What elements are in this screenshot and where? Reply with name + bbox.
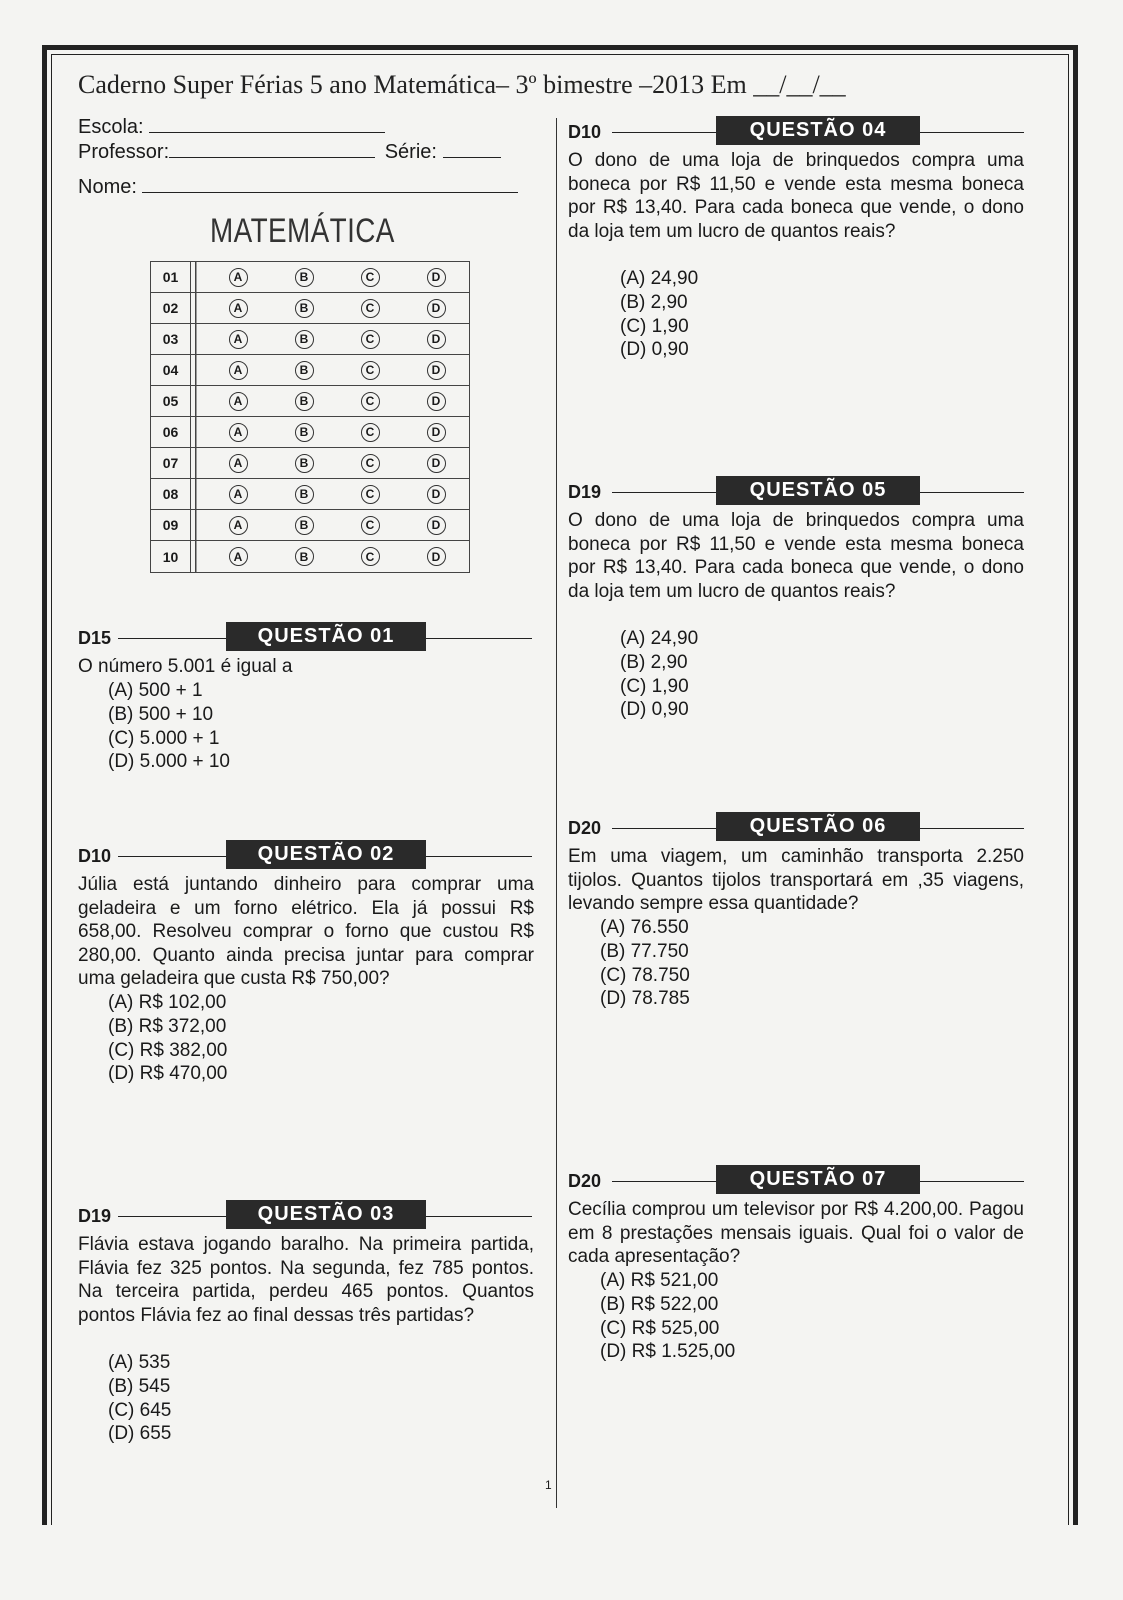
answer-option[interactable]: (D) 5.000 + 10 — [108, 751, 230, 773]
teacher-blank[interactable] — [169, 141, 375, 158]
answer-option[interactable]: (A) R$ 521,00 — [600, 1270, 719, 1291]
answer-row-number: 09 — [151, 510, 191, 540]
answer-bubble-c[interactable]: C — [361, 392, 380, 411]
answer-bubble-a[interactable]: A — [229, 423, 248, 442]
answer-row — [151, 479, 469, 510]
answer-options — [620, 267, 698, 362]
answer-grid — [150, 261, 470, 573]
header-rule — [612, 132, 716, 133]
answer-bubble-b[interactable]: B — [295, 361, 314, 380]
answer-bubble-a[interactable]: A — [229, 299, 248, 318]
question-text: Júlia está juntando dinheiro para comprar uma geladeira e um forno elétrico. Ela já possui R$ 658,00. Resolveu comprar o forno que custou R$ 280,00. Quanto ainda precisa juntar para comprar uma geladeira que custa R$ 750,00? — [78, 874, 534, 989]
header-rule — [612, 828, 716, 829]
header-rule — [920, 1181, 1024, 1182]
header-rule — [426, 638, 532, 639]
answer-bubble-b[interactable]: B — [295, 330, 314, 349]
answer-bubble-c[interactable]: C — [361, 268, 380, 287]
answer-options — [108, 679, 230, 774]
column-divider — [556, 118, 557, 1508]
question-label-badge: QUESTÃO 02 — [226, 840, 426, 869]
descriptor-code: D10 — [568, 122, 602, 142]
answer-row-number: 07 — [151, 448, 191, 478]
answer-option[interactable]: (C) R$ 382,00 — [108, 1039, 228, 1061]
answer-option[interactable]: (A) 76.550 — [600, 917, 689, 938]
answer-option[interactable]: (B) R$ 372,00 — [108, 1015, 227, 1037]
answer-bubble-b[interactable]: B — [295, 547, 314, 566]
descriptor-code: D20 — [568, 818, 602, 838]
answer-bubble-d[interactable]: D — [427, 268, 446, 287]
answer-row — [151, 510, 469, 541]
header-rule — [426, 1216, 532, 1217]
answer-bubble-c[interactable]: C — [361, 454, 380, 473]
question-text: Cecília comprou um televisor por R$ 4.200,00. Pagou em 8 prestações mensais iguais. Qual foi o valor de cada apresentação? — [568, 1199, 1024, 1267]
answer-row-number: 04 — [151, 355, 191, 385]
answer-bubble-b[interactable]: B — [295, 299, 314, 318]
answer-row — [151, 355, 469, 386]
answer-option[interactable]: (D) 655 — [108, 1423, 172, 1445]
answer-row-number: 03 — [151, 324, 191, 354]
answer-bubble-a[interactable]: A — [229, 454, 248, 473]
answer-option[interactable]: (D) R$ 470,00 — [108, 1063, 228, 1085]
answer-option[interactable]: (D) R$ 1.525,00 — [600, 1341, 736, 1363]
answer-bubble-c[interactable]: C — [361, 330, 380, 349]
answer-bubble-c[interactable]: C — [361, 547, 380, 566]
header-rule — [920, 132, 1024, 133]
question-text: Flávia estava jogando baralho. Na primeira partida, Flávia fez 325 pontos. Na segunda, fez 785 pontos. Na terceira partida, perdeu 465 pontos. Quantos pontos Flávia fez ao final dessas três partidas? — [78, 1234, 534, 1326]
answer-row — [151, 262, 469, 293]
answer-row — [151, 448, 469, 479]
question-label-badge: QUESTÃO 07 — [716, 1165, 920, 1194]
answer-option[interactable]: (A) 500 + 1 — [108, 680, 203, 701]
answer-bubble-a[interactable]: A — [229, 330, 248, 349]
question-label-badge: QUESTÃO 04 — [716, 116, 920, 145]
answer-bubble-d[interactable]: D — [427, 423, 446, 442]
answer-bubble-a[interactable]: A — [229, 268, 248, 287]
answer-row-number: 06 — [151, 417, 191, 447]
answer-bubble-c[interactable]: C — [361, 485, 380, 504]
answer-option[interactable]: (B) 545 — [108, 1375, 171, 1397]
name-label: Nome: — [78, 176, 137, 198]
answer-option[interactable]: (B) R$ 522,00 — [600, 1293, 719, 1315]
answer-row — [151, 417, 469, 448]
answer-option[interactable]: (C) 645 — [108, 1399, 172, 1421]
question-label-badge: QUESTÃO 03 — [226, 1200, 426, 1229]
answer-bubble-c[interactable]: C — [361, 423, 380, 442]
answer-row — [151, 293, 469, 324]
answer-bubble-a[interactable]: A — [229, 485, 248, 504]
answer-options — [620, 627, 698, 722]
answer-bubble-c[interactable]: C — [361, 361, 380, 380]
answer-option[interactable]: (B) 2,90 — [620, 291, 688, 313]
answer-bubble-b[interactable]: B — [295, 516, 314, 535]
header-rule — [426, 856, 532, 857]
answer-bubble-b[interactable]: B — [295, 485, 314, 504]
question-text: O dono de uma loja de brinquedos compra uma boneca por R$ 11,50 e vende esta mesma boneca por R$ 13,40. Para cada boneca que vende, o dono da loja tem um lucro de quantos reais? — [568, 510, 1024, 602]
answer-bubble-d[interactable]: D — [427, 299, 446, 318]
descriptor-code: D10 — [78, 846, 112, 866]
header-rule — [920, 492, 1024, 493]
teacher-label: Professor: — [78, 141, 170, 163]
answer-option[interactable]: (D) 0,90 — [620, 339, 689, 361]
answer-option[interactable]: (D) 0,90 — [620, 699, 689, 721]
answer-bubble-a[interactable]: A — [229, 547, 248, 566]
answer-option[interactable]: (C) 5.000 + 1 — [108, 727, 220, 749]
answer-row — [151, 386, 469, 417]
answer-row-number: 10 — [151, 541, 191, 572]
header-rule — [612, 1181, 716, 1182]
answer-bubble-c[interactable]: C — [361, 299, 380, 318]
answer-bubble-a[interactable]: A — [229, 392, 248, 411]
answer-bubble-a[interactable]: A — [229, 516, 248, 535]
answer-bubble-b[interactable]: B — [295, 268, 314, 287]
grade-label: Série: — [384, 141, 437, 163]
school-blank[interactable] — [149, 116, 385, 133]
answer-bubble-c[interactable]: C — [361, 516, 380, 535]
answer-bubble-d[interactable]: D — [427, 516, 446, 535]
answer-options — [108, 991, 227, 1086]
answer-bubble-a[interactable]: A — [229, 361, 248, 380]
answer-row-number: 02 — [151, 293, 191, 323]
question-label-badge: QUESTÃO 05 — [716, 476, 920, 505]
header-rule — [920, 828, 1024, 829]
question-text: O dono de uma loja de brinquedos compra uma boneca por R$ 11,50 e vende esta mesma boneca por R$ 13,40. Para cada boneca que vende, o dono da loja tem um lucro de quantos reais? — [568, 150, 1024, 242]
answer-bubble-d[interactable]: D — [427, 547, 446, 566]
answer-options — [108, 1351, 171, 1446]
descriptor-code: D15 — [78, 628, 112, 648]
grade-blank[interactable] — [443, 141, 501, 158]
question-label-badge: QUESTÃO 06 — [716, 812, 920, 841]
descriptor-code: D19 — [78, 1206, 112, 1226]
answer-bubble-d[interactable]: D — [427, 454, 446, 473]
answer-option[interactable]: (C) R$ 525,00 — [600, 1317, 720, 1339]
answer-option[interactable]: (D) 78.785 — [600, 988, 690, 1010]
answer-option[interactable]: (C) 78.750 — [600, 964, 690, 986]
question-text: O número 5.001 é igual a — [78, 656, 293, 677]
answer-bubble-b[interactable]: B — [295, 454, 314, 473]
answer-option[interactable]: (B) 500 + 10 — [108, 703, 214, 725]
answer-row-number: 08 — [151, 479, 191, 509]
school-label: Escola: — [78, 116, 144, 138]
question-label-badge: QUESTÃO 01 — [226, 622, 426, 651]
answer-option[interactable]: (A) R$ 102,00 — [108, 992, 227, 1013]
answer-bubble-d[interactable]: D — [427, 330, 446, 349]
answer-bubble-d[interactable]: D — [427, 361, 446, 380]
answer-option[interactable]: (B) 2,90 — [620, 651, 688, 673]
answer-bubble-b[interactable]: B — [295, 392, 314, 411]
answer-option[interactable]: (C) 1,90 — [620, 675, 689, 697]
answer-row — [151, 541, 469, 572]
descriptor-code: D20 — [568, 1171, 602, 1191]
answer-option[interactable]: (A) 535 — [108, 1352, 171, 1373]
answer-row-number: 01 — [151, 262, 191, 292]
subject-title: MATEMÁTICA — [210, 212, 395, 250]
header-rule — [612, 492, 716, 493]
answer-option[interactable]: (A) 24,90 — [620, 628, 699, 649]
name-blank[interactable] — [142, 176, 518, 193]
page-header-title: Caderno Super Férias 5 ano Matemática– 3º bimestre –2013 Em __/__/__ — [78, 70, 846, 99]
question-text: Em uma viagem, um caminhão transporta 2.250 tijolos. Quantos tijolos transportará em ,35 viagens, levando sempre essa quantidade? — [568, 846, 1024, 914]
answer-row — [151, 324, 469, 355]
answer-bubble-d[interactable]: D — [427, 392, 446, 411]
teacher-field[interactable] — [78, 141, 501, 164]
answer-options — [600, 916, 690, 1011]
answer-option[interactable]: (C) 1,90 — [620, 315, 689, 337]
descriptor-code: D19 — [568, 482, 602, 502]
answer-option[interactable]: (A) 24,90 — [620, 268, 699, 289]
answer-row-number: 05 — [151, 386, 191, 416]
school-field[interactable] — [78, 116, 385, 139]
answer-bubble-d[interactable]: D — [427, 485, 446, 504]
answer-options — [600, 1269, 735, 1364]
page-number: 1 — [545, 1478, 552, 1492]
name-field[interactable] — [78, 176, 518, 199]
answer-bubble-b[interactable]: B — [295, 423, 314, 442]
answer-option[interactable]: (B) 77.750 — [600, 940, 689, 962]
frame-inner-border — [1068, 54, 1069, 1525]
